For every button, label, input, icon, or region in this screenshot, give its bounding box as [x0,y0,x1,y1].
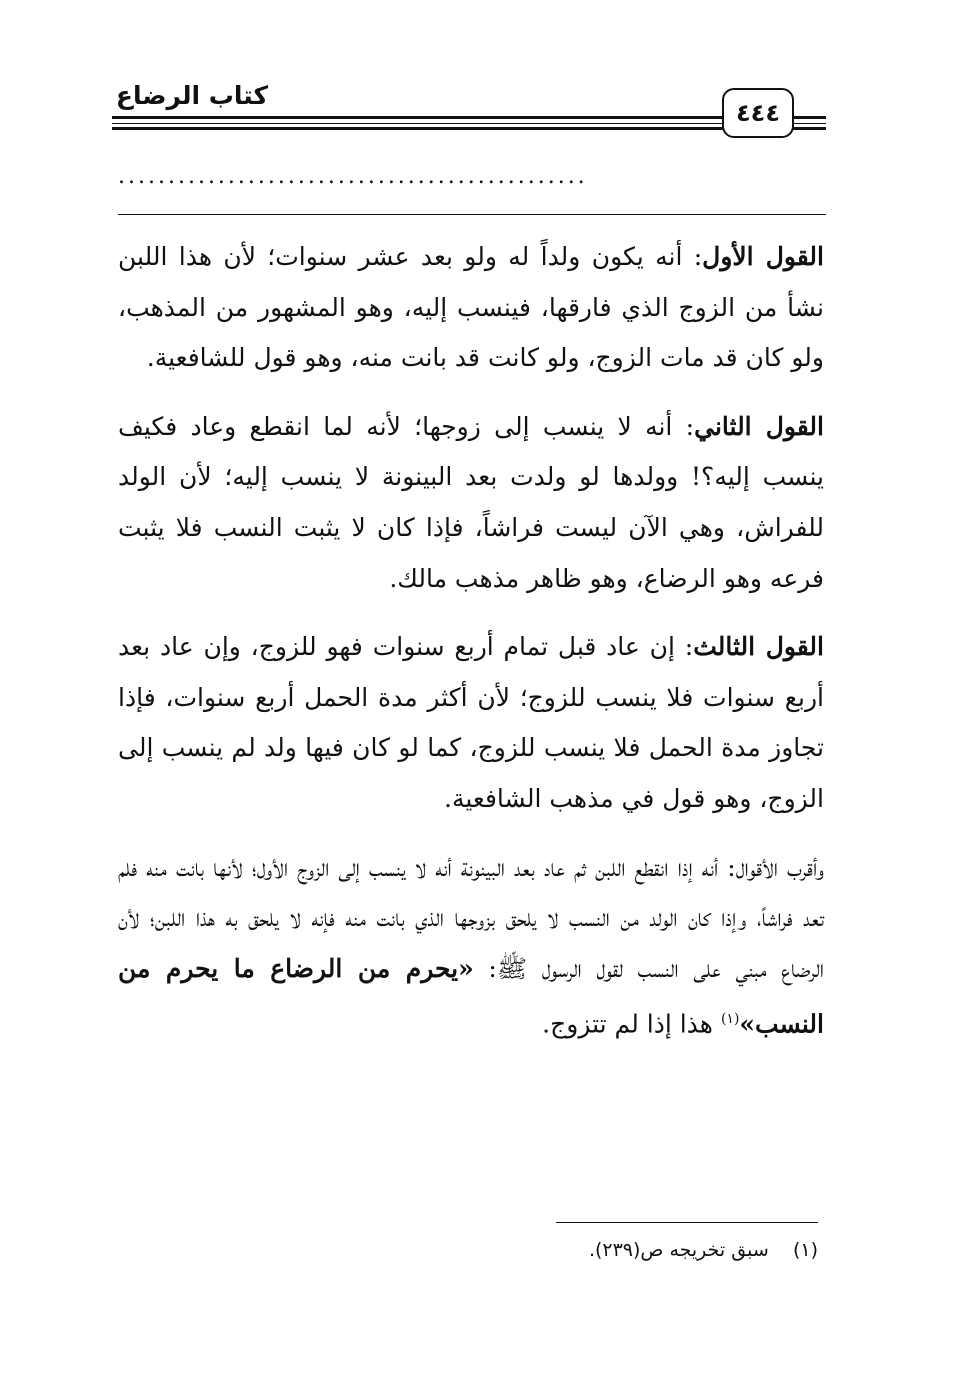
paragraph-text: : أنه يكون ولداً له ولو بعد عشر سنوات؛ لأن هذا اللبن نشأ من الزوج الذي فارقها، فينسب إليه، وهو المشهور من المذهب، ولو كان قد مات الزوج، ولو كانت قد بانت منه، وهو قول للشافعية. [118,242,824,373]
footnote-separator [556,1222,818,1223]
opinion-label: القول الثالث [693,632,824,662]
paragraph-text: : إن عاد قبل تمام أربع سنوات فهو للزوج، وإن عاد بعد أربع سنوات فلا ينسب للزوج؛ لأن أكثر مدة الحمل أربع سنوات، فإذا تجاوز مدة الحمل فلا ينسب للزوج، كما لو كان فيها ولد لم ينسب إلى الزوج، وهو قول في مذهب الشافعية. [118,632,824,813]
conclusion-intro: وأقرب الأقوال: أنه إذا انقطع اللبن ثم عاد بعد البينونة أنه لا ينسب إلى الزوج الأول؛ لأنها بانت منه فلم تعد فراشاً، وإذا كان الولد من النسب لا يلحق بزوجها الذي بانت منه فإنه لا يلحق به هذا اللبن؛ لأن الرضاع مبني على النسب لقول الرسول ﷺ: [118,852,824,983]
header-rule-thin [112,123,826,124]
conclusion-outro: هذا إذا لم تتزوج. [542,1009,721,1039]
body-text [118,232,824,1068]
opinion-label: القول الثاني [694,411,824,441]
header-rule-thick [112,116,826,119]
hadith-quote: «يحرم من الرضاع ما يحرم من النسب» [118,953,824,1039]
paragraph-third-opinion [118,622,824,824]
footnote [500,1234,818,1266]
footnote-reference[interactable]: (١) [720,1011,740,1028]
paragraph-second-opinion [118,402,824,604]
opinion-label: القول الأول [702,242,824,271]
paragraph-conclusion [118,843,824,1051]
page-number: ٤٤٤ [722,88,794,138]
paragraph-text: : أنه لا ينسب إلى زوجها؛ لأنه لما انقطع وعاد فكيف ينسب إليه؟! وولدها لو ولدت بعد البينونة لا ينسب إليه؛ لأن الولد للفراش، وهي الآن ليست فراشاً، فإذا كان لا يثبت النسب فلا يثبت فرعه وهو الرضاع، وهو ظاهر مذهب مالك. [118,411,824,593]
header-rule-thick-2 [112,127,826,130]
header-separator [118,214,826,215]
paragraph-first-opinion [118,232,824,384]
footnote-marker: (١) [792,1239,818,1261]
ellipsis-line: ............................................... [118,164,588,189]
book-title: كتاب الرضاع [115,81,268,110]
footnote-text: سبق تخريجه ص(٢٣٩). [588,1239,769,1261]
